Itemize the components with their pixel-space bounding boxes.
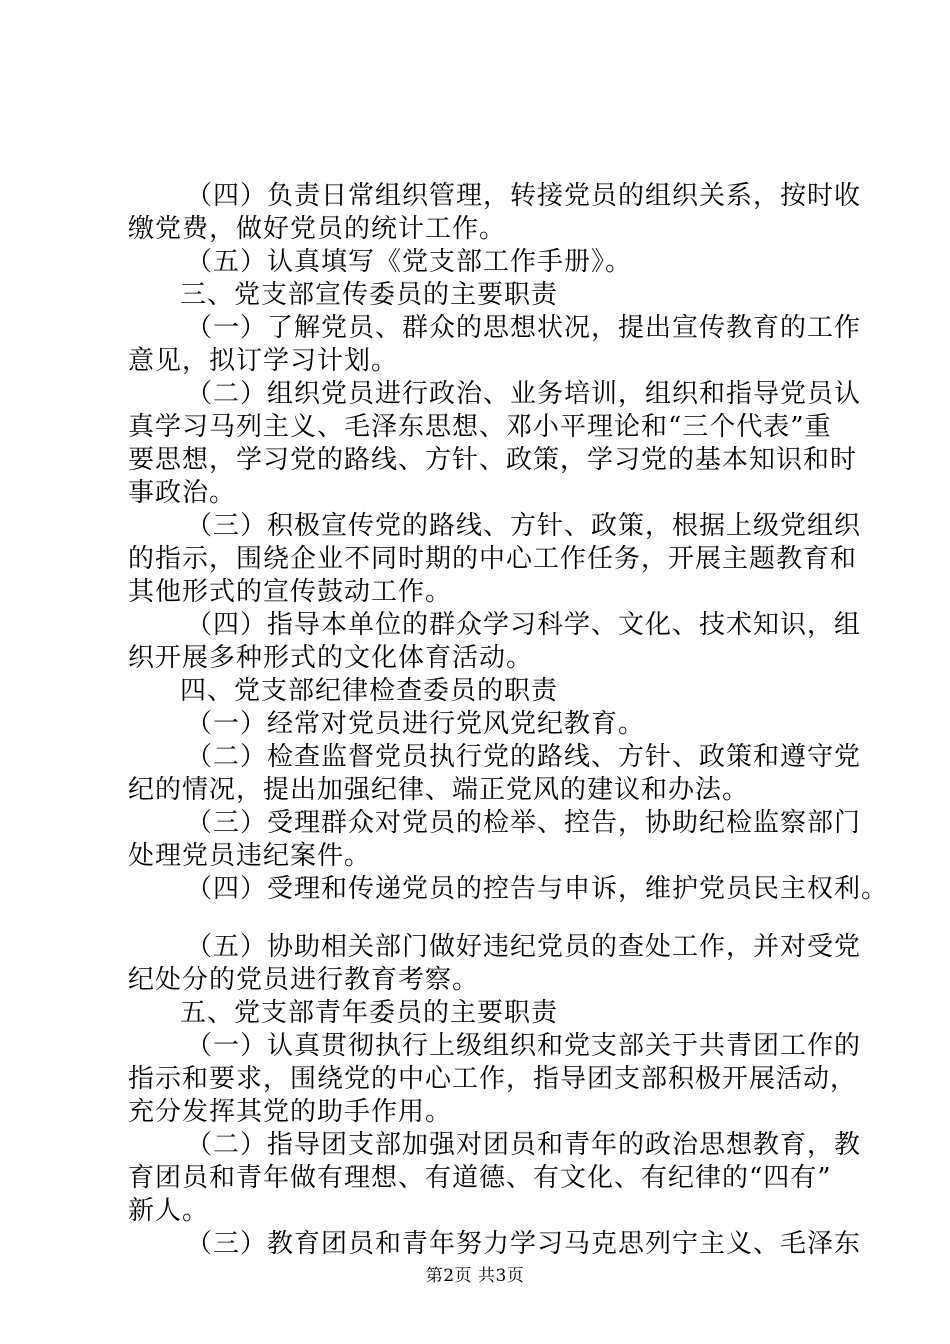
body-line: （一）了解党员、群众的思想状况，提出宣传教育的工作 xyxy=(186,313,862,343)
section-heading: 三、党支部宣传委员的主要职责 xyxy=(180,280,559,310)
body-line: 纪处分的党员进行教育考察。 xyxy=(128,965,480,995)
body-line: 新人。 xyxy=(128,1196,210,1226)
body-line: （二）指导团支部加强对团员和青年的政治思想教育，教 xyxy=(186,1130,862,1160)
body-line: （一）认真贯彻执行上级组织和党支部关于共青团工作的 xyxy=(186,1031,862,1061)
body-line: 织开展多种形式的文化体育活动。 xyxy=(128,643,534,673)
body-line: 处理党员违纪案件。 xyxy=(128,841,372,871)
page-footer: 第2页 共3页 xyxy=(425,1266,525,1286)
body-line: （五）协助相关部门做好违纪党员的查处工作，并对受党 xyxy=(186,932,862,962)
body-line: （三）受理群众对党员的检举、控告，协助纪检监察部门 xyxy=(186,808,862,838)
body-line: （四）负责日常组织管理，转接党员的组织关系，按时收 xyxy=(186,181,862,211)
body-line: 事政治。 xyxy=(128,478,237,508)
body-line: （二）检查监督党员执行党的路线、方针、政策和遵守党 xyxy=(186,742,862,772)
section-heading: 四、党支部纪律检查委员的职责 xyxy=(180,676,559,706)
body-line: 指示和要求，围绕党的中心工作，指导团支部积极开展活动， xyxy=(128,1064,858,1094)
body-line: 其他形式的宣传鼓动工作。 xyxy=(128,577,453,607)
body-line: 的指示，围绕企业不同时期的中心工作任务，开展主题教育和 xyxy=(128,544,858,574)
body-line: 真学习马列主义、毛泽东思想、邓小平理论和“三个代表”重 xyxy=(128,412,832,442)
body-line: （五）认真填写《党支部工作手册》。 xyxy=(186,247,633,277)
body-line: （四）受理和传递党员的控告与申诉，维护党员民主权利。 xyxy=(186,874,889,904)
body-line: （二）组织党员进行政治、业务培训，组织和指导党员认 xyxy=(186,379,862,409)
body-line: 充分发挥其党的助手作用。 xyxy=(128,1097,453,1127)
body-line: 纪的情况，提出加强纪律、端正党风的建议和办法。 xyxy=(128,775,750,805)
body-line: 育团员和青年做有理想、有道德、有文化、有纪律的“四有” xyxy=(128,1163,832,1193)
body-line: 缴党费，做好党员的统计工作。 xyxy=(128,214,507,244)
body-line: （四）指导本单位的群众学习科学、文化、技术知识，组 xyxy=(186,610,862,640)
body-line: （一）经常对党员进行党风党纪教育。 xyxy=(186,709,646,739)
body-line: 要思想，学习党的路线、方针、政策，学习党的基本知识和时 xyxy=(128,445,858,475)
body-line: （三）积极宣传党的路线、方针、政策，根据上级党组织 xyxy=(186,511,862,541)
body-line: （三）教育团员和青年努力学习马克思列宁主义、毛泽东 xyxy=(186,1229,862,1259)
section-heading: 五、党支部青年委员的主要职责 xyxy=(180,998,559,1028)
body-line: 意见，拟订学习计划。 xyxy=(128,346,399,376)
